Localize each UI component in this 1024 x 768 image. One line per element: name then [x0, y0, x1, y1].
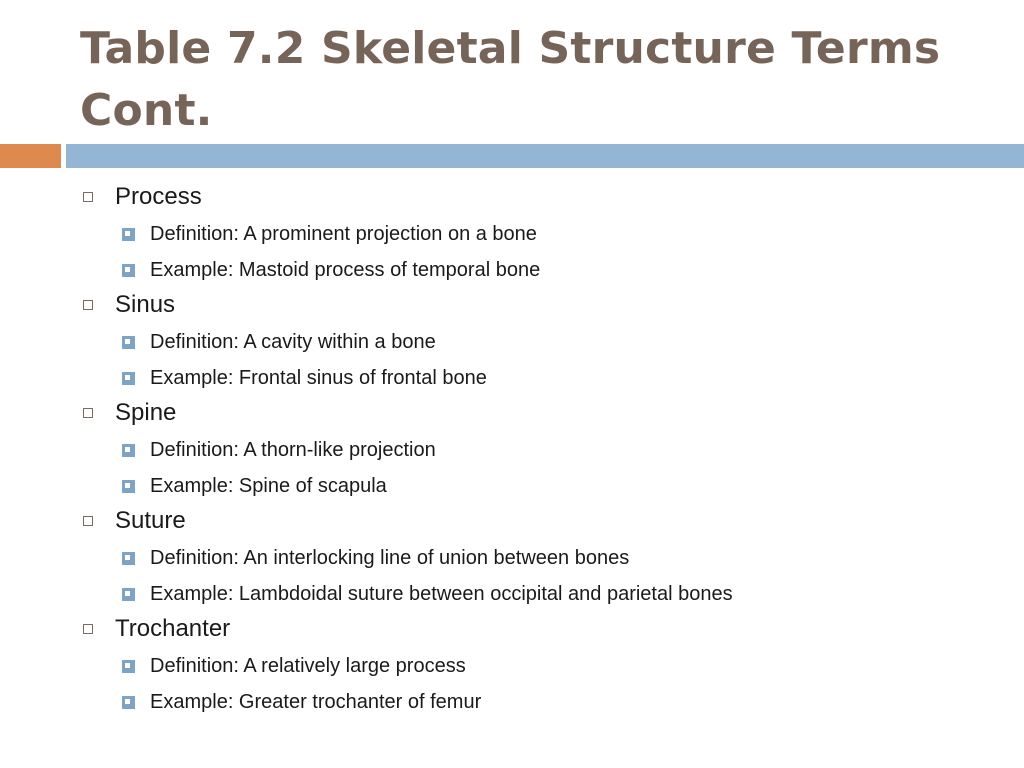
example-text: Example: Mastoid process of temporal bone	[150, 259, 541, 281]
filled-square-bullet-icon	[122, 696, 135, 709]
example-item	[80, 360, 1000, 396]
filled-square-bullet-icon	[122, 660, 135, 673]
hollow-square-bullet-icon	[83, 624, 93, 634]
definition-text: Definition: A thorn-like projection	[150, 439, 436, 461]
example-item	[80, 252, 1000, 288]
definition-text: Definition: A prominent projection on a bone	[150, 223, 537, 245]
definition-item	[80, 216, 1000, 252]
bullet-list	[80, 180, 1000, 720]
term-item-suture	[80, 504, 1000, 540]
filled-square-bullet-icon	[122, 264, 135, 277]
hollow-square-bullet-icon	[83, 516, 93, 526]
example-text: Example: Greater trochanter of femur	[150, 691, 482, 713]
definition-item	[80, 540, 1000, 576]
definition-item	[80, 648, 1000, 684]
definition-text: Definition: A cavity within a bone	[150, 331, 436, 353]
accent-bar-orange	[0, 144, 61, 168]
example-item	[80, 684, 1000, 720]
term-item-sinus	[80, 288, 1000, 324]
definition-text: Definition: A relatively large process	[150, 655, 466, 677]
filled-square-bullet-icon	[122, 444, 135, 457]
hollow-square-bullet-icon	[83, 192, 93, 202]
accent-bar-blue	[66, 144, 1024, 168]
hollow-square-bullet-icon	[83, 408, 93, 418]
term-label: Suture	[115, 507, 186, 534]
filled-square-bullet-icon	[122, 480, 135, 493]
filled-square-bullet-icon	[122, 372, 135, 385]
example-text: Example: Lambdoidal suture between occipital and parietal bones	[150, 583, 733, 605]
definition-item	[80, 324, 1000, 360]
example-text: Example: Frontal sinus of frontal bone	[150, 367, 487, 389]
term-label: Process	[115, 183, 202, 210]
filled-square-bullet-icon	[122, 588, 135, 601]
example-item	[80, 576, 1000, 612]
definition-text: Definition: An interlocking line of union between bones	[150, 547, 630, 569]
term-item-spine	[80, 396, 1000, 432]
term-label: Sinus	[115, 291, 176, 318]
term-item-process	[80, 180, 1000, 216]
hollow-square-bullet-icon	[83, 300, 93, 310]
term-item-trochanter	[80, 612, 1000, 648]
example-item	[80, 468, 1000, 504]
filled-square-bullet-icon	[122, 336, 135, 349]
slide-title: Table 7.2 Skeletal Structure Terms Cont.	[80, 23, 941, 136]
filled-square-bullet-icon	[122, 228, 135, 241]
filled-square-bullet-icon	[122, 552, 135, 565]
definition-item	[80, 432, 1000, 468]
term-label: Spine	[115, 399, 177, 426]
example-text: Example: Spine of scapula	[150, 475, 387, 497]
term-label: Trochanter	[115, 615, 231, 642]
